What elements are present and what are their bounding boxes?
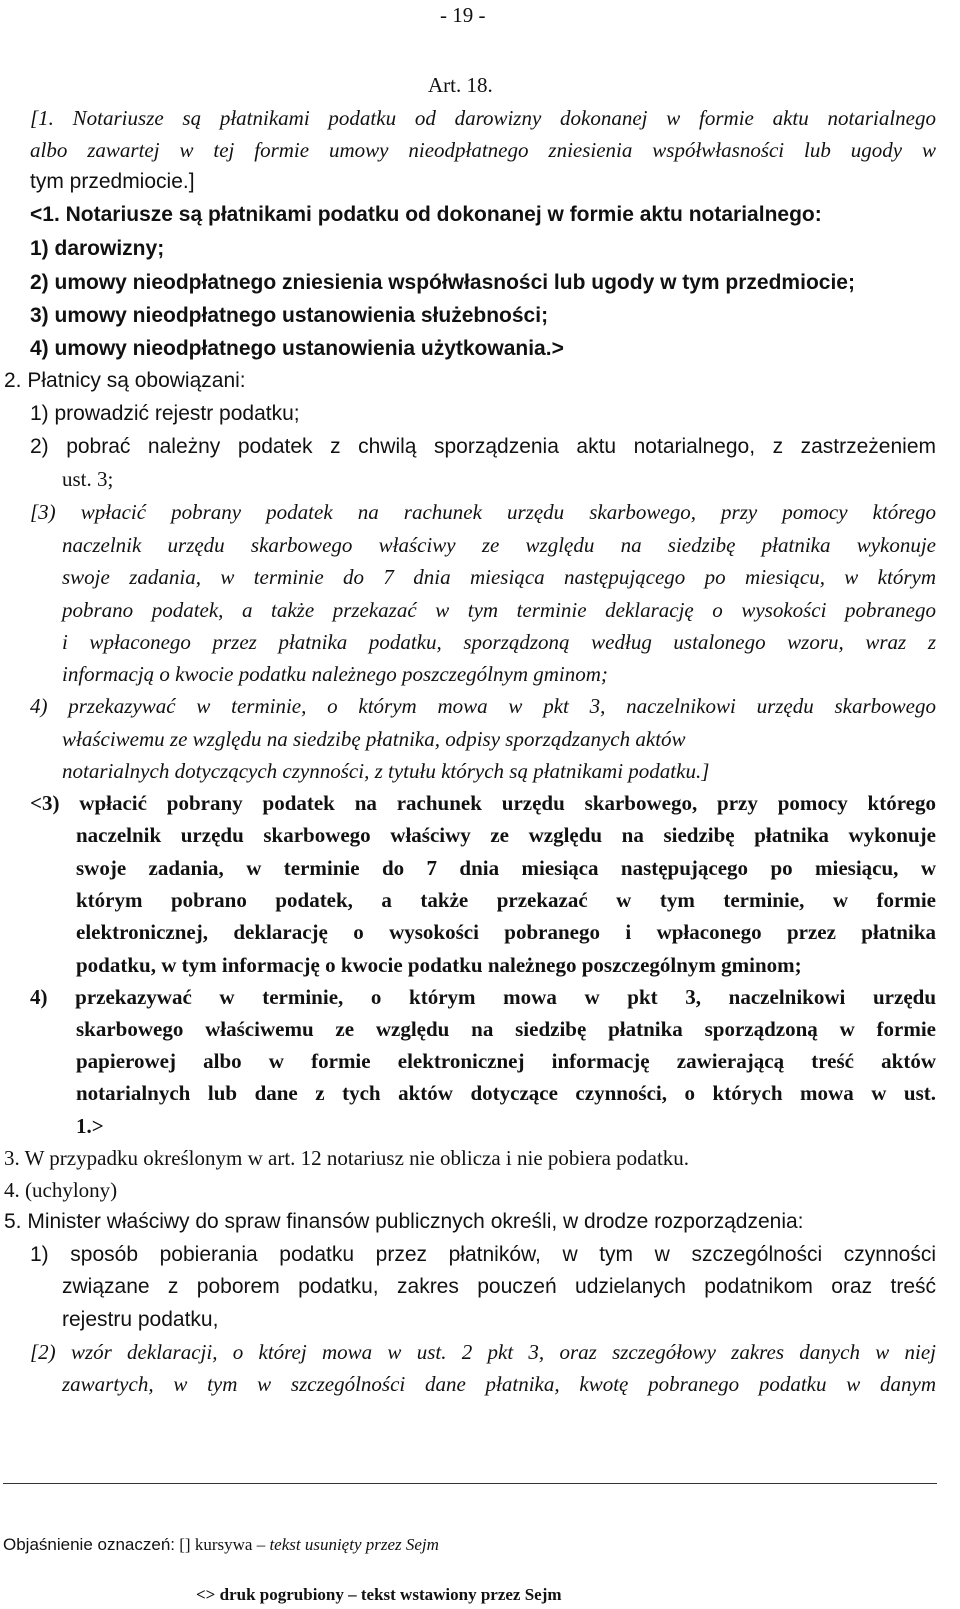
text-line: albo zawartej w tej formie umowy nieodpłatnego zniesienia współwłasności lub ugody w xyxy=(30,138,936,162)
text-line: papierowej albo w formie elektronicznej informację zawierającą treść aktów xyxy=(76,1049,936,1073)
text-line: 2) pobrać należny podatek z chwilą sporządzenia aktu notarialnego, z zastrzeżeniem xyxy=(30,435,936,458)
text-line: 4. (uchylony) xyxy=(4,1178,118,1202)
text-line: [3) wpłacić pobrany podatek na rachunek urzędu skarbowego, przy pomocy którego xyxy=(30,500,936,524)
legend-label: Objaśnienie oznaczeń: xyxy=(3,1535,176,1554)
legend-italic-marker: [] kursywa xyxy=(175,1535,253,1554)
text-line: 5. Minister właściwy do spraw finansów publicznych określi, w drodze rozporządzenia: xyxy=(4,1210,804,1233)
text-line: 1) prowadzić rejestr podatku; xyxy=(30,402,300,425)
text-line: 1) darowizny; xyxy=(30,237,165,260)
text-line: 4) przekazywać w terminie, o którym mowa w pkt 3, naczelnikowi urzędu xyxy=(30,985,936,1009)
footer-legend xyxy=(3,1535,439,1555)
text-line: swoje zadania, w terminie do 7 dnia miesiąca następującego po miesiącu, w którym xyxy=(62,565,936,589)
text-line: właściwemu ze względu na siedzibę płatnika, odpisy sporządzanych aktów xyxy=(62,727,686,751)
text-line: naczelnik urzędu skarbowego właściwy ze względu na siedzibę płatnika wykonuje xyxy=(62,533,936,557)
text-line: <3) wpłacić pobrany podatek na rachunek urzędu skarbowego, przy pomocy którego xyxy=(30,791,936,815)
text-line: 1.> xyxy=(76,1114,104,1138)
text-line: notarialnych dotyczących czynności, z tytułu których są płatnikami podatku.] xyxy=(62,759,710,783)
text-line: skarbowego właściwemu ze względu na siedzibę płatnika sporządzoną w formie xyxy=(76,1017,936,1041)
text-line: rejestru podatku, xyxy=(62,1308,219,1331)
text-line: elektronicznej, deklarację o wysokości pobranego i wpłaconego przez płatnika xyxy=(76,920,936,944)
text-line: 3) umowy nieodpłatnego ustanowienia służebności; xyxy=(30,304,549,327)
text-line: notarialnych lub dane z tych aktów dotyczące czynności, o których mowa w ust. xyxy=(76,1081,936,1105)
text-line: [2) wzór deklaracji, o której mowa w ust. 2 pkt 3, oraz szczegółowy zakres danych w niej xyxy=(30,1340,936,1364)
text-line: pobrano podatek, a także przekazać w tym terminie deklarację o wysokości pobranego xyxy=(62,598,936,622)
text-line: [1. Notariusze są płatnikami podatku od darowizny dokonanej w formie aktu notarialnego xyxy=(30,106,936,130)
legend-dash: – xyxy=(252,1535,270,1554)
text-line: związane z poborem podatku, zakres pouczeń udzielanych podatnikom oraz treść xyxy=(62,1275,936,1298)
text-line: zawartych, w tym w szczególności dane płatnika, kwotę pobranego podatku w danym xyxy=(62,1372,936,1396)
text-line: 4) umowy nieodpłatnego ustanowienia użytkowania.> xyxy=(30,337,564,360)
text-line: 3. W przypadku określonym w art. 12 notariusz nie oblicza i nie pobiera podatku. xyxy=(4,1146,690,1170)
page-number: - 19 - xyxy=(440,3,486,27)
text-line: <1. Notariusze są płatnikami podatku od dokonanej w formie aktu notarialnego: xyxy=(30,203,822,226)
article-heading: Art. 18. xyxy=(428,73,493,97)
text-line: naczelnik urzędu skarbowego właściwy ze względu na siedzibę płatnika wykonuje xyxy=(76,823,936,847)
text-line: 4) przekazywać w terminie, o którym mowa w pkt 3, naczelnikowi urzędu skarbowego xyxy=(30,694,936,718)
text-line: 2) umowy nieodpłatnego zniesienia współwłasności lub ugody w tym przedmiocie; xyxy=(30,271,855,294)
text-line: którym pobrano podatek, a także przekazać w tym terminie, w formie xyxy=(76,888,936,912)
legend-italic-text: tekst usunięty przez Sejm xyxy=(269,1535,439,1554)
text-line: podatku, w tym informację o kwocie podatku należnego poszczególnym gminom; xyxy=(76,953,802,977)
text-line: ust. 3; xyxy=(62,467,114,491)
text-line: informacją o kwocie podatku należnego poszczególnym gminom; xyxy=(62,662,608,686)
text-line: tym przedmiocie.] xyxy=(30,170,195,193)
footer-divider xyxy=(3,1483,937,1484)
text-line: 2. Płatnicy są obowiązani: xyxy=(4,369,246,392)
text-line: swoje zadania, w terminie do 7 dnia miesiąca następującego po miesiącu, w xyxy=(76,856,936,880)
text-line: 1) sposób pobierania podatku przez płatników, w tym w szczególności czynności xyxy=(30,1243,936,1266)
footer-legend-bold: <> druk pogrubiony – tekst wstawiony przez Sejm xyxy=(196,1585,562,1604)
text-line: i wpłaconego przez płatnika podatku, sporządzoną według ustalonego wzoru, wraz z xyxy=(62,630,936,654)
